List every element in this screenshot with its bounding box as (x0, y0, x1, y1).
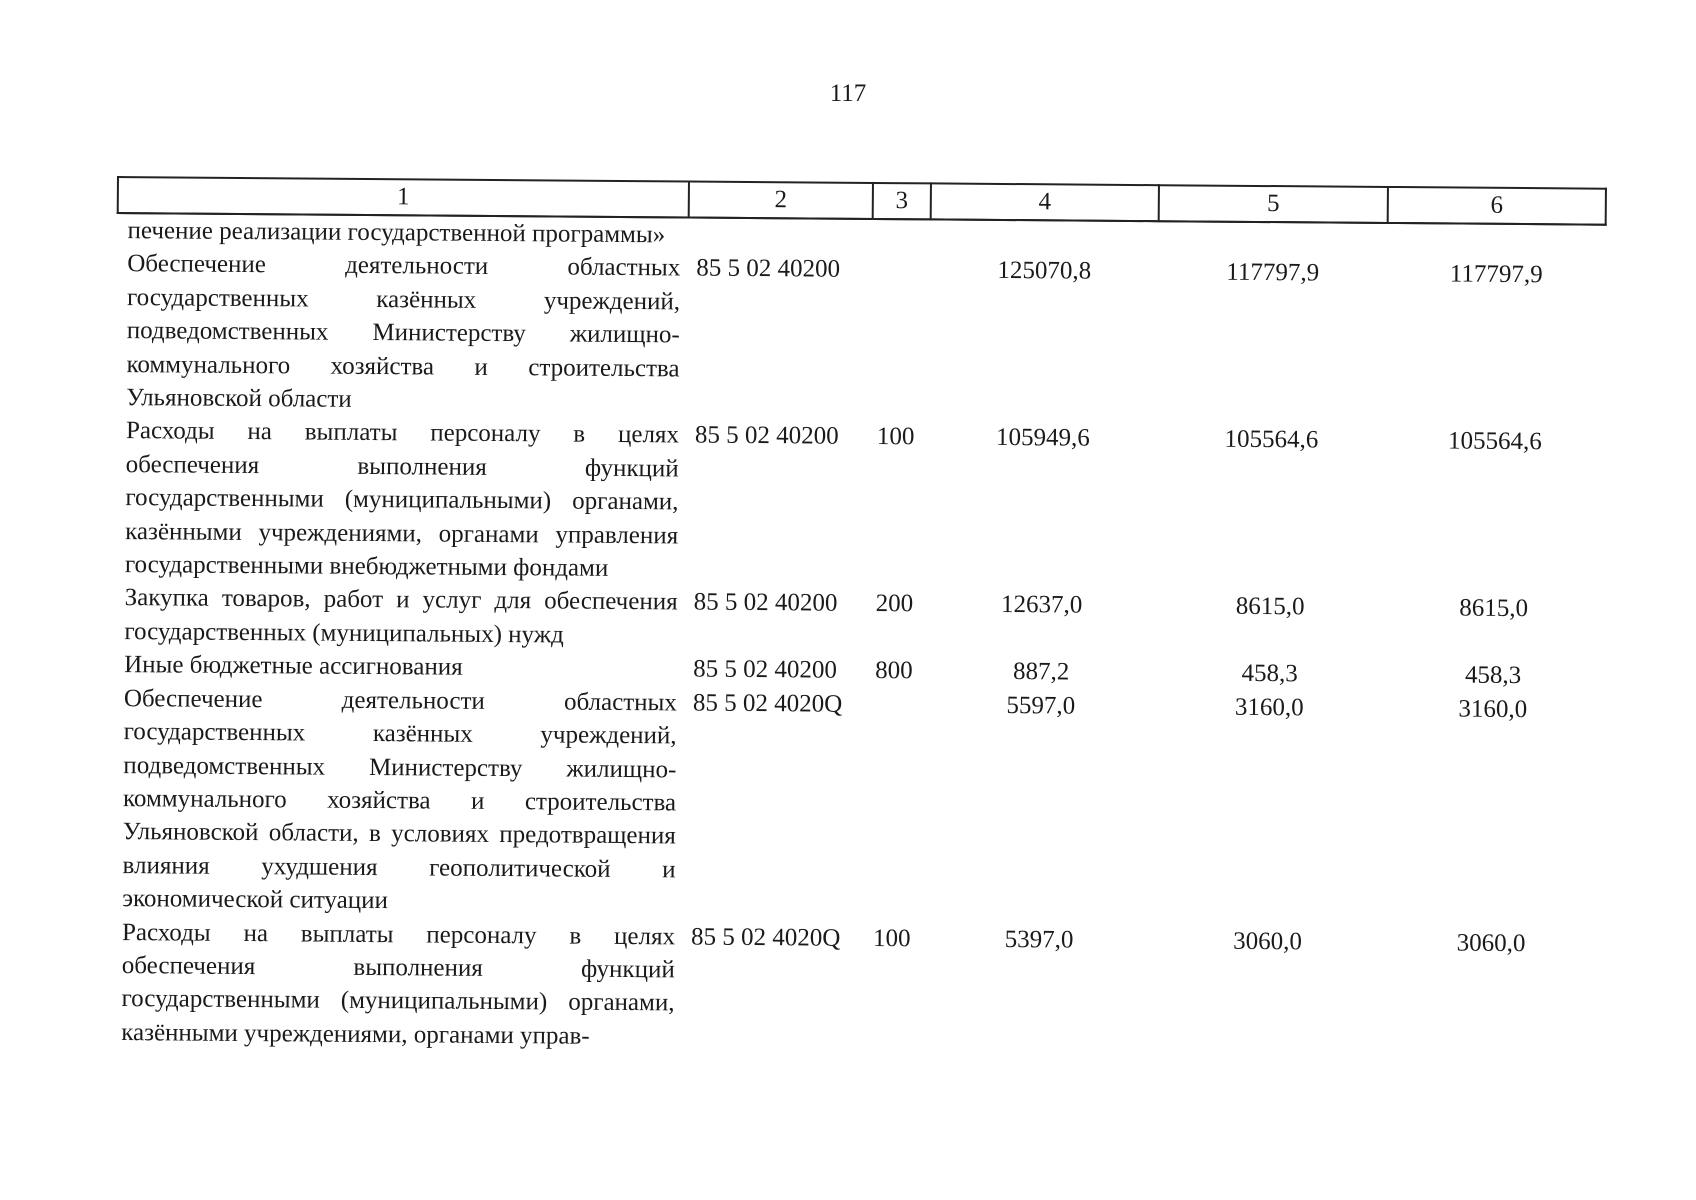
header-col-3: 3 (873, 183, 931, 219)
row-value-col4: 887,2 (1012, 658, 1070, 686)
row-name: Расходы на выплаты персоналу в целях обеспечения выполнения функций государственными (муниципальными) органами, казёнными учреждениями, органами управления государственными внебюджетными фондами (124, 417, 680, 582)
row-expense-type: 200 (875, 590, 914, 618)
row-value-col6: 117797,9 (1449, 260, 1543, 289)
row-value-col4: 105949,6 (995, 424, 1090, 453)
row-value-col6: 3160,0 (1458, 695, 1528, 723)
row-value-col6: 3060,0 (1456, 929, 1526, 957)
row-name: Закупка товаров, работ и услуг для обеспечения государственных (муниципальных) нужд (124, 584, 678, 649)
row-value-col5: 3060,0 (1233, 927, 1303, 955)
table-row (112, 682, 1602, 928)
row-code: 85 5 02 40200 (693, 655, 837, 684)
table-row (114, 581, 1602, 659)
row-value-col6: 458,3 (1464, 661, 1522, 690)
row-value-col5: 105564,6 (1224, 426, 1319, 454)
row-value-col5: 117797,9 (1226, 259, 1320, 287)
row-code: 85 5 02 4020Q (690, 923, 841, 952)
row-name: Иные бюджетные ассигнования (124, 651, 463, 682)
row-code: 85 5 02 40200 (693, 589, 838, 618)
row-expense-type (871, 253, 930, 420)
row-name: Расходы на выплаты персоналу в целях обеспечения выполнения функций государственными (муниципальными) органами, казёнными учреждениями, органами управ- (121, 918, 676, 1050)
row-expense-type (867, 688, 927, 922)
row-expense-type: 800 (875, 657, 913, 685)
row-name: печение реализации государственной программы» (127, 217, 666, 249)
table-body (111, 213, 1606, 1061)
budget-table (110, 176, 1607, 1061)
row-value-col4: 125070,8 (997, 257, 1092, 286)
row-expense-type (872, 219, 930, 254)
row-value-col5: 8615,0 (1235, 593, 1305, 621)
row-code: 85 5 02 40200 (696, 254, 841, 284)
row-code: 85 5 02 4020Q (692, 689, 843, 718)
page-number: 117 (829, 80, 867, 107)
table-row (111, 916, 1600, 1061)
row-expense-type: 100 (876, 423, 915, 451)
row-value-col4: 5597,0 (1006, 691, 1076, 720)
row-value-col4: 12637,0 (1000, 591, 1083, 620)
header-col-5: 5 (1159, 185, 1388, 223)
header-col-6: 6 (1388, 187, 1606, 225)
header-col-1: 1 (118, 177, 689, 217)
row-value-col6 (1387, 223, 1605, 259)
row-value-col4: 5397,0 (1004, 925, 1074, 954)
row-value-col4 (930, 219, 1158, 255)
row-expense-type: 100 (872, 924, 911, 952)
header-col-2: 2 (689, 181, 873, 218)
row-value-col5: 458,3 (1241, 660, 1298, 688)
row-code: 85 5 02 40200 (694, 421, 839, 451)
row-value-col5: 3160,0 (1234, 693, 1304, 722)
row-name: Обеспечение деятельности областных государственных казённых учреждений, подведомственных Министерству жилищно-коммунального хозяйства и строительства Ульяновской области (126, 250, 681, 413)
row-value-col5 (1158, 221, 1387, 257)
header-col-4: 4 (931, 183, 1159, 221)
row-name: Обеспечение деятельности областных государственных казённых учреждений, подведомственных Министерству жилищно-коммунального хозяйства и строительства Ульяновской области, в условиях предотвращения влияния ухудшения геополитической и экономической ситуации (122, 684, 677, 915)
row-value-col6: 105564,6 (1447, 427, 1542, 456)
table-row (116, 247, 1605, 426)
row-code (688, 217, 872, 253)
table-row (115, 414, 1604, 593)
row-value-col6: 8615,0 (1459, 595, 1529, 623)
